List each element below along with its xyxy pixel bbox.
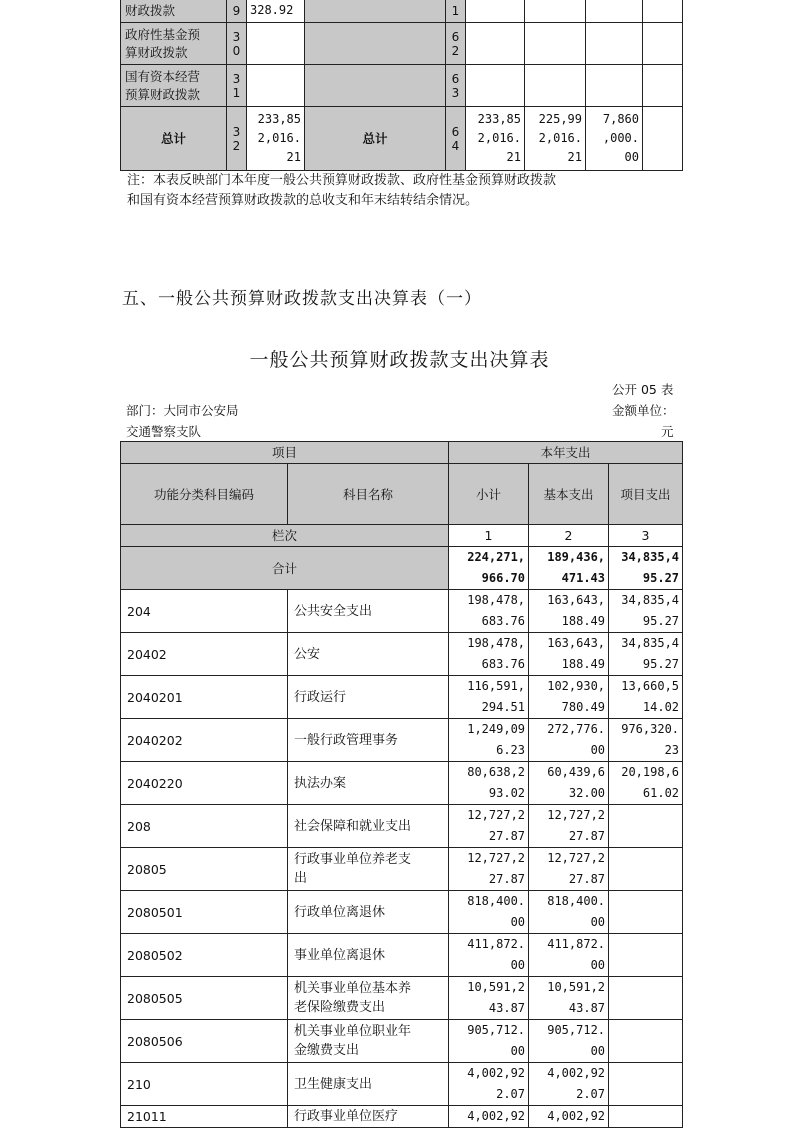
table-row: [121, 977, 683, 1020]
header-project: 项目支出: [609, 464, 683, 525]
table-row: [121, 719, 683, 762]
row-project: 976,320. 23: [609, 719, 683, 762]
row-project: [609, 1106, 683, 1128]
row-amount: [247, 23, 305, 65]
top-table-total-row: [121, 107, 683, 171]
row-subtotal: 80,638,2 93.02: [449, 762, 529, 805]
row-label: 财政拨款: [121, 0, 227, 23]
row-basic: 60,439,6 32.00: [529, 762, 609, 805]
header-col-2: 2: [529, 525, 609, 547]
row-code: 2040220: [121, 762, 288, 805]
header-basic: 基本支出: [529, 464, 609, 525]
row-name: 公安: [288, 633, 449, 676]
row-line-number: 3 0: [227, 23, 247, 65]
row-basic: 4,002,92 2.07: [529, 1063, 609, 1106]
row-subtotal: 4,002,92: [449, 1106, 529, 1128]
row-name: 行政单位离退休: [288, 891, 449, 934]
row-name: 行政运行: [288, 676, 449, 719]
header-col-1: 1: [449, 525, 529, 547]
row-amount: [247, 65, 305, 107]
expenditure-table: [120, 441, 683, 1128]
row-label: 国有资本经营 预算财政拨款: [121, 65, 227, 107]
note-line-2: 和国有资本经营预算财政拨款的总收支和年末结转结余情况。: [127, 193, 479, 208]
row-project: [609, 1063, 683, 1106]
row-project: 13,660,5 14.02: [609, 676, 683, 719]
row-code: 208: [121, 805, 288, 848]
row-code: 2080502: [121, 934, 288, 977]
row-code: 210: [121, 1063, 288, 1106]
table-title: 一般公共预算财政拨款支出决算表: [249, 349, 550, 371]
row-line-number: 9: [227, 0, 247, 23]
total-label: 总计: [121, 107, 227, 171]
row-code: 2040201: [121, 676, 288, 719]
row-basic: 102,930, 780.49: [529, 676, 609, 719]
row-name: 机关事业单位职业年 金缴费支出: [288, 1020, 449, 1063]
row-code: 20402: [121, 633, 288, 676]
row-subtotal: 905,712. 00: [449, 1020, 529, 1063]
row-subtotal: 1,249,09 6.23: [449, 719, 529, 762]
row-basic: 818,400. 00: [529, 891, 609, 934]
row-project: 34,835,4 95.27: [609, 633, 683, 676]
table-row: [121, 762, 683, 805]
total-value-1: 233,85 2,016. 21: [466, 107, 525, 171]
department-line-1: 部门：大同市公安局: [126, 403, 239, 418]
header-code: 功能分类科目编码: [121, 464, 288, 525]
row-line-number: 3 1: [227, 65, 247, 107]
row-project: 34,835,4 95.27: [609, 590, 683, 633]
header-row-number: 栏次: [121, 525, 449, 547]
row-value-3: [586, 23, 643, 65]
header-name: 科目名称: [288, 464, 449, 525]
unit-label: 金额单位：: [612, 403, 675, 418]
total-label: 合计: [121, 547, 449, 590]
row-name: 一般行政管理事务: [288, 719, 449, 762]
row-code: 2080505: [121, 977, 288, 1020]
row-basic: 905,712. 00: [529, 1020, 609, 1063]
row-name: 机关事业单位基本养 老保险缴费支出: [288, 977, 449, 1020]
row-basic: 411,872. 00: [529, 934, 609, 977]
row-name: 行政事业单位医疗: [288, 1106, 449, 1128]
total-line-number-2: 6 4: [446, 107, 466, 171]
table-row: [121, 590, 683, 633]
row-value-3: [586, 0, 643, 23]
row-name: 卫生健康支出: [288, 1063, 449, 1106]
form-code: 公开 05 表: [612, 382, 674, 397]
row-subtotal: 198,478, 683.76: [449, 590, 529, 633]
header-item: 项目: [121, 442, 449, 464]
row-basic: 12,727,2 27.87: [529, 848, 609, 891]
row-value-2: [525, 65, 586, 107]
total-project: 34,835,4 95.27: [609, 547, 683, 590]
row-value-1: [466, 0, 525, 23]
row-label-2: [305, 65, 446, 107]
top-table-row: [121, 23, 683, 65]
row-name: 行政事业单位养老支 出: [288, 848, 449, 891]
row-amount: 328.92: [247, 0, 305, 23]
table-row: [121, 934, 683, 977]
note-line-1: 注：本表反映部门本年度一般公共预算财政拨款、政府性基金预算财政拨款: [127, 173, 557, 188]
header-subtotal: 小计: [449, 464, 529, 525]
section-heading: 五、一般公共预算财政拨款支出决算表（一）: [122, 289, 482, 309]
row-value-4: [643, 65, 683, 107]
row-code: 2080506: [121, 1020, 288, 1063]
table-row: [121, 676, 683, 719]
row-line-number-2: 1: [446, 0, 466, 23]
table-row: [121, 805, 683, 848]
row-project: [609, 934, 683, 977]
header-current-year: 本年支出: [449, 442, 683, 464]
row-project: 20,198,6 61.02: [609, 762, 683, 805]
unit-value: 元: [661, 424, 674, 439]
table-row: [121, 1063, 683, 1106]
row-value-4: [643, 23, 683, 65]
row-value-3: [586, 65, 643, 107]
row-code: 21011: [121, 1106, 288, 1128]
total-value-3: 7,860 ,000. 00: [586, 107, 643, 171]
row-name: 事业单位离退休: [288, 934, 449, 977]
table-row: [121, 848, 683, 891]
top-summary-table: [120, 0, 683, 171]
row-basic: 10,591,2 43.87: [529, 977, 609, 1020]
total-subtotal: 224,271, 966.70: [449, 547, 529, 590]
row-basic: 12,727,2 27.87: [529, 805, 609, 848]
row-project: [609, 805, 683, 848]
table-row: [121, 1020, 683, 1063]
row-basic: 4,002,92: [529, 1106, 609, 1128]
total-basic: 189,436, 471.43: [529, 547, 609, 590]
table-row: [121, 633, 683, 676]
total-label-2: 总计: [305, 107, 446, 171]
row-name: 执法办案: [288, 762, 449, 805]
row-label-2: [305, 23, 446, 65]
row-subtotal: 12,727,2 27.87: [449, 805, 529, 848]
row-project: [609, 977, 683, 1020]
total-line-number: 3 2: [227, 107, 247, 171]
row-value-1: [466, 23, 525, 65]
row-code: 20805: [121, 848, 288, 891]
row-project: [609, 1020, 683, 1063]
row-subtotal: 818,400. 00: [449, 891, 529, 934]
row-project: [609, 848, 683, 891]
row-value-2: [525, 0, 586, 23]
total-value-2: 225,99 2,016. 21: [525, 107, 586, 171]
row-basic: 163,643, 188.49: [529, 590, 609, 633]
row-basic: 163,643, 188.49: [529, 633, 609, 676]
department-line-2: 交通警察支队: [126, 424, 202, 439]
row-subtotal: 198,478, 683.76: [449, 633, 529, 676]
row-basic: 272,776. 00: [529, 719, 609, 762]
row-subtotal: 4,002,92 2.07: [449, 1063, 529, 1106]
row-code: 2040202: [121, 719, 288, 762]
row-label: 政府性基金预 算财政拨款: [121, 23, 227, 65]
row-name: 社会保障和就业支出: [288, 805, 449, 848]
row-value-4: [643, 0, 683, 23]
row-name: 公共安全支出: [288, 590, 449, 633]
row-subtotal: 10,591,2 43.87: [449, 977, 529, 1020]
top-table-row: [121, 0, 683, 23]
row-subtotal: 116,591, 294.51: [449, 676, 529, 719]
row-line-number-2: 6 2: [446, 23, 466, 65]
row-code: 204: [121, 590, 288, 633]
table-row: [121, 1106, 683, 1128]
total-value-4: [643, 107, 683, 171]
row-value-1: [466, 65, 525, 107]
row-subtotal: 411,872. 00: [449, 934, 529, 977]
table-note: [127, 171, 687, 211]
row-subtotal: 12,727,2 27.87: [449, 848, 529, 891]
row-value-2: [525, 23, 586, 65]
row-project: [609, 891, 683, 934]
table-row: [121, 891, 683, 934]
header-col-3: 3: [609, 525, 683, 547]
row-line-number-2: 6 3: [446, 65, 466, 107]
row-label-2: [305, 0, 446, 23]
row-code: 2080501: [121, 891, 288, 934]
total-amount: 233,85 2,016. 21: [247, 107, 305, 171]
top-table-row: [121, 65, 683, 107]
